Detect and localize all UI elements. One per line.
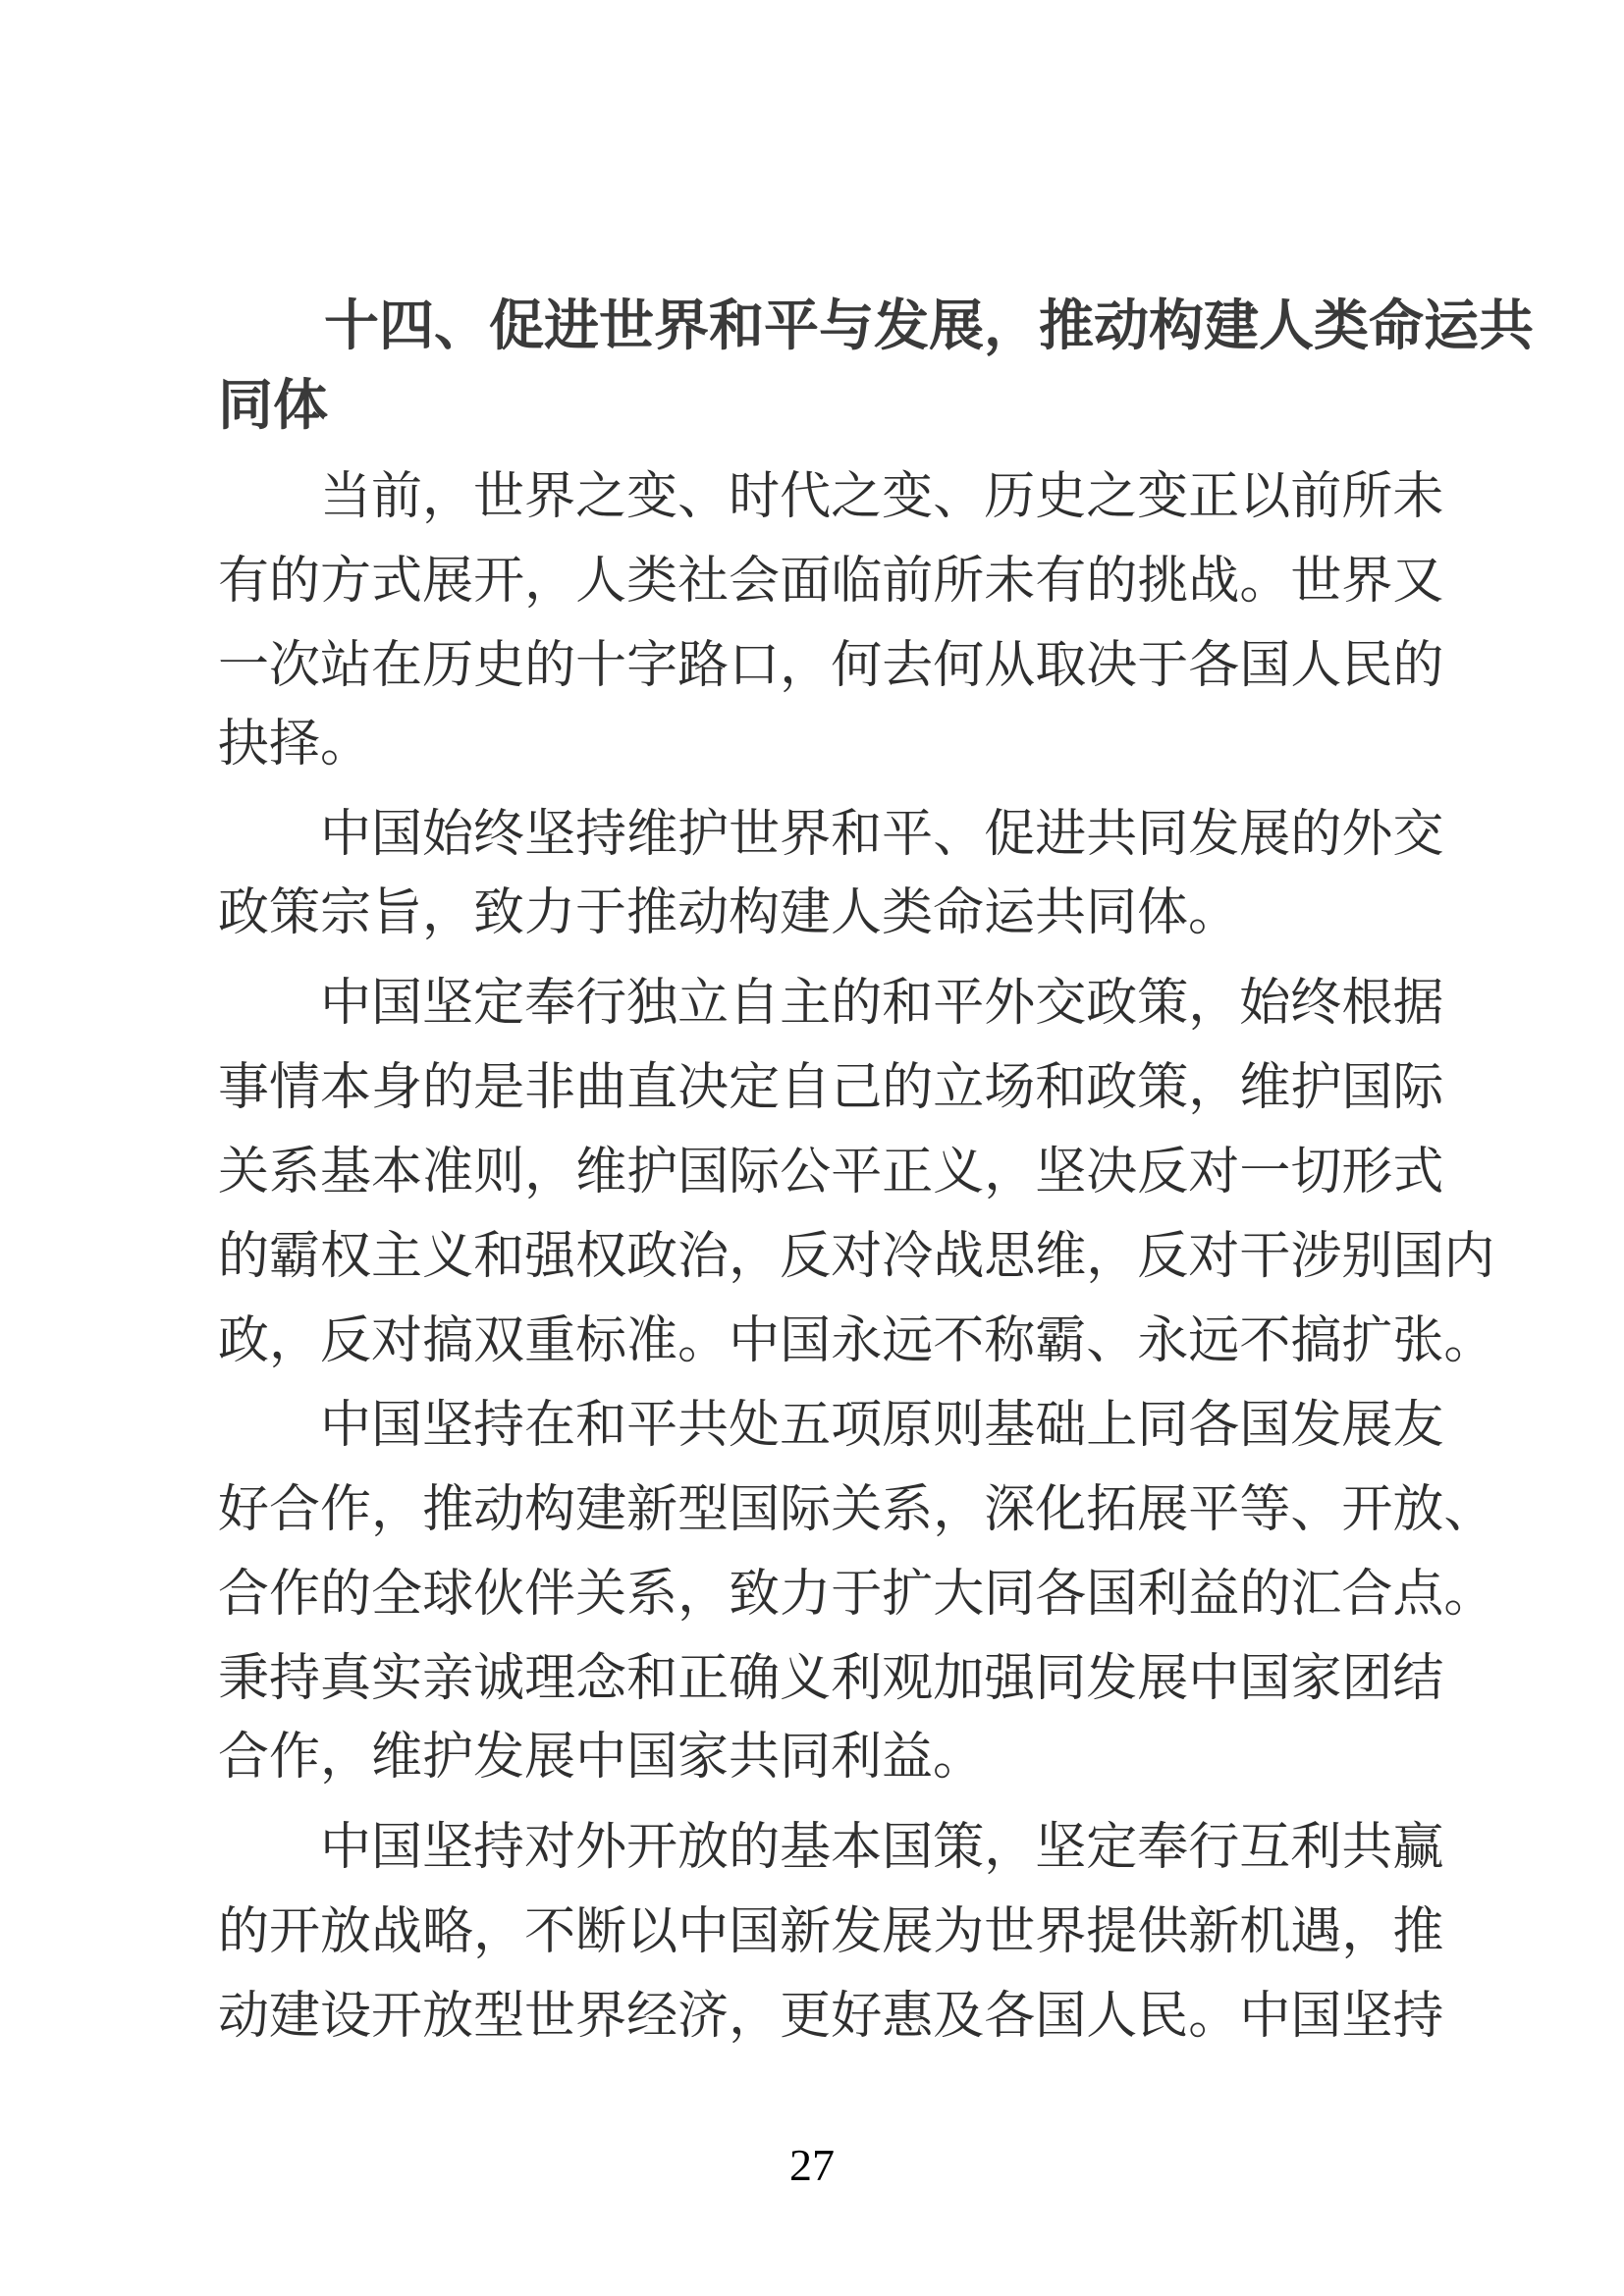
body-line: 中 国 坚 持 对 外 开 放 的 基 本 国 策 ， 坚 定 奉 行 互 利 共 赢 [320, 1817, 1444, 1877]
body-line: 的 霸 权 主 义 和 强 权 政 治 ， 反 对 冷 战 思 维 ， 反 对 干 涉 别 国 内 [218, 1226, 1495, 1286]
body-line: 有 的 方 式 展 开 ， 人 类 社 会 面 临 前 所 未 有 的 挑 战 。 世 界 又 [218, 551, 1444, 611]
section-heading-line-2: 同体 [218, 374, 328, 438]
body-line: 当 前 ， 世 界 之 变 、 时 代 之 变 、 历 史 之 变 正 以 前 所 未 [320, 466, 1444, 526]
page-content [218, 280, 1534, 2053]
body-line: 政策宗旨，致力于推动构建人类命运共同体。 [218, 883, 1240, 942]
body-line: 事 情 本 身 的 是 非 曲 直 决 定 自 己 的 立 场 和 政 策 ， 维 护 国 际 [218, 1057, 1444, 1117]
body-line: 中 国 始 终 坚 持 维 护 世 界 和 平 、 促 进 共 同 发 展 的 外 交 [320, 804, 1444, 864]
body-line: 好 合 作 ， 推 动 构 建 新 型 国 际 关 系 ， 深 化 拓 展 平 等 、 开 放 、 [218, 1479, 1495, 1539]
body-line: 一 次 站 在 历 史 的 十 字 路 口 ， 何 去 何 从 取 决 于 各 国 人 民 的 [218, 635, 1444, 695]
body-line: 中 国 坚 持 在 和 平 共 处 五 项 原 则 基 础 上 同 各 国 发 展 友 [320, 1395, 1444, 1455]
section-heading-line-1: 十 四 、 促 进 世 界 和 平 与 发 展 ， 推 动 构 建 人 类 命 运 共 [324, 294, 1534, 358]
body-line: 动 建 设 开 放 型 世 界 经 济 ， 更 好 惠 及 各 国 人 民 。 中 国 坚 持 [218, 1986, 1444, 2046]
page-number: 27 [789, 2140, 835, 2190]
body-line: 合作，维护发展中国家共同利益。 [218, 1728, 985, 1787]
body-line: 的 开 放 战 略 ， 不 断 以 中 国 新 发 展 为 世 界 提 供 新 机 遇 ， 推 [218, 1901, 1444, 1961]
body-line: 政 ， 反 对 搞 双 重 标 准 。 中 国 永 远 不 称 霸 、 永 远 不 搞 扩 张 。 [218, 1310, 1495, 1370]
body-line: 抉择。 [218, 715, 372, 774]
body-line: 合 作 的 全 球 伙 伴 关 系 ， 致 力 于 扩 大 同 各 国 利 益 的 汇 合 点 。 [218, 1564, 1495, 1624]
body-line: 关 系 基 本 准 则 ， 维 护 国 际 公 平 正 义 ， 坚 决 反 对 一 切 形 式 [218, 1142, 1444, 1201]
body-line: 中 国 坚 定 奉 行 独 立 自 主 的 和 平 外 交 政 策 ， 始 终 根 据 [320, 973, 1444, 1033]
body-line: 秉 持 真 实 亲 诚 理 念 和 正 确 义 利 观 加 强 同 发 展 中 国 家 团 结 [218, 1648, 1444, 1708]
